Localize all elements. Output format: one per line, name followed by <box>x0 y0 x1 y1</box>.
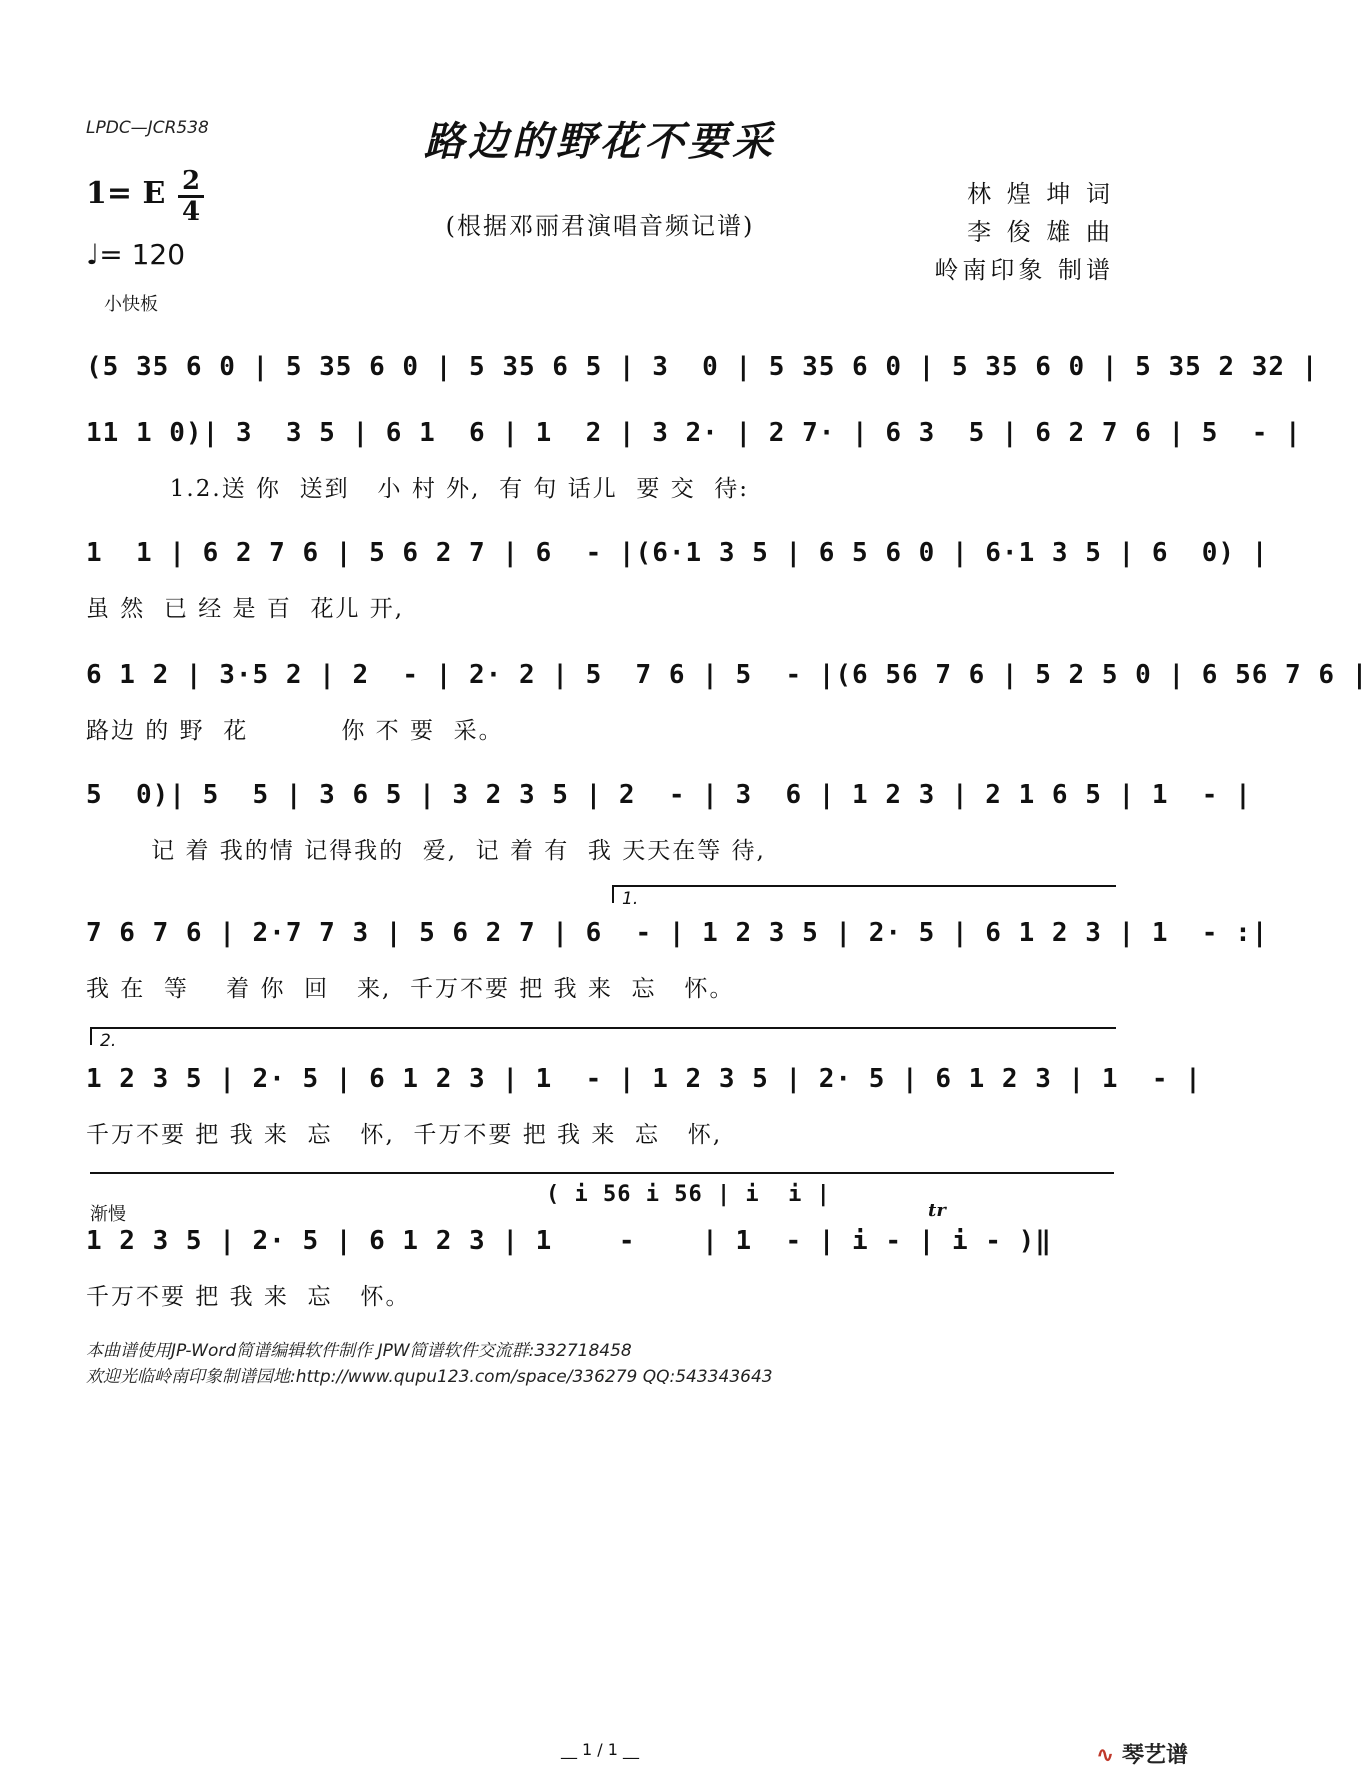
time-signature <box>178 168 204 225</box>
score-code: LPDC—JCR538 <box>86 118 209 138</box>
score-row-7-lyrics: 千万不要 把 我 来 忘 怀, 千万不要 把 我 来 忘 怀, <box>86 1122 723 1148</box>
score-row-4-lyrics: 路边 的 野 花 你 不 要 采。 <box>86 718 504 744</box>
score-row-1-notes: (5 35 6 0 | 5 35 6 0 | 5 35 6 5 | 3 0 | 5 35 6 0 | 5 35 6 0 | 5 35 2 32 | <box>86 352 1319 382</box>
score-row-3-lyrics: 虽 然 已 经 是 百 花儿 开, <box>86 596 405 622</box>
score-row-8-notes: 1 2 3 5 | 2· 5 | 6 1 2 3 | 1 - | 1 - | i - | i - )‖ <box>86 1226 1052 1256</box>
score-row-7-notes: 1 2 3 5 | 2· 5 | 6 1 2 3 | 1 - | 1 2 3 5 | 2· 5 | 6 1 2 3 | 1 - | <box>86 1064 1202 1094</box>
speed-marking: 小快板 <box>104 294 158 315</box>
lyricist-credit: 林 煌 坤 词 <box>967 180 1114 208</box>
composer-credit: 李 俊 雄 曲 <box>967 218 1114 246</box>
volta-2-label: 2. <box>100 1031 117 1051</box>
upper-voice-line: ( i 56 i 56 | i i | <box>546 1182 831 1207</box>
time-signature-bottom: 4 <box>181 197 201 227</box>
volta-2-bracket <box>90 1027 1116 1051</box>
subtitle: (根据邓丽君演唱音频记谱) <box>445 212 755 240</box>
volta-1-bracket <box>612 885 1116 909</box>
brand-name: 琴艺谱 <box>1121 1743 1188 1768</box>
time-signature-top: 2 <box>181 166 201 196</box>
score-row-5-notes: 5 0)| 5 5 | 3 6 5 | 3 2 3 5 | 2 - | 3 6 | 1 2 3 | 2 1 6 5 | 1 - | <box>86 780 1252 810</box>
brand-logo <box>1096 1738 1188 1769</box>
trill-marking: tr <box>928 1200 946 1221</box>
score-row-3-notes: 1 1 | 6 2 7 6 | 5 6 2 7 | 6 - |(6·1 3 5 | 6 5 6 0 | 6·1 3 5 | 6 0) | <box>86 538 1269 568</box>
tempo-marking: ♩= 120 <box>86 238 186 271</box>
brand-mark-icon: ∿ <box>1095 1743 1115 1768</box>
score-row-2-lyrics: 1.2.送 你 送到 小 村 外, 有 句 话儿 要 交 待: <box>86 476 750 502</box>
footer-line-1: 本曲谱使用JP-Word简谱编辑软件制作 JPW简谱软件交流群:332718458 <box>86 1341 632 1361</box>
score-row-6-notes: 7 6 7 6 | 2·7 7 3 | 5 6 2 7 | 6 - | 1 2 3 5 | 2· 5 | 6 1 2 3 | 1 - :| <box>86 918 1269 948</box>
score-row-5-lyrics: 记 着 我的情 记得我的 爱, 记 着 有 我 天天在等 待, <box>86 838 766 864</box>
score-row-4-notes: 6 1 2 | 3·5 2 | 2 - | 2· 2 | 5 7 6 | 5 - |(6 56 7 6 | 5 2 5 0 | 6 56 7 6 | <box>86 660 1368 690</box>
ritardando-marking: 渐慢 <box>90 1204 126 1225</box>
arranger-credit: 岭南印象 制谱 <box>934 256 1114 284</box>
page-title: 路边的野花不要采 <box>424 118 776 165</box>
volta-2-continuation <box>90 1172 1114 1174</box>
page-number: __ 1 / 1 __ <box>560 1740 640 1759</box>
score-row-6-lyrics: 我 在 等 着 你 回 来, 千万不要 把 我 来 忘 怀。 <box>86 976 735 1002</box>
volta-1-label: 1. <box>622 889 639 909</box>
score-row-8-lyrics: 千万不要 把 我 来 忘 怀。 <box>86 1284 411 1310</box>
key-signature: 1= E <box>86 176 166 211</box>
footer-line-2: 欢迎光临岭南印象制谱园地:http://www.qupu123.com/space/336279 QQ:543343643 <box>86 1367 773 1387</box>
score-row-2-notes: 11 1 0)| 3 3 5 | 6 1 6 | 1 2 | 3 2· | 2 7· | 6 3 5 | 6 2 7 6 | 5 - | <box>86 418 1302 448</box>
